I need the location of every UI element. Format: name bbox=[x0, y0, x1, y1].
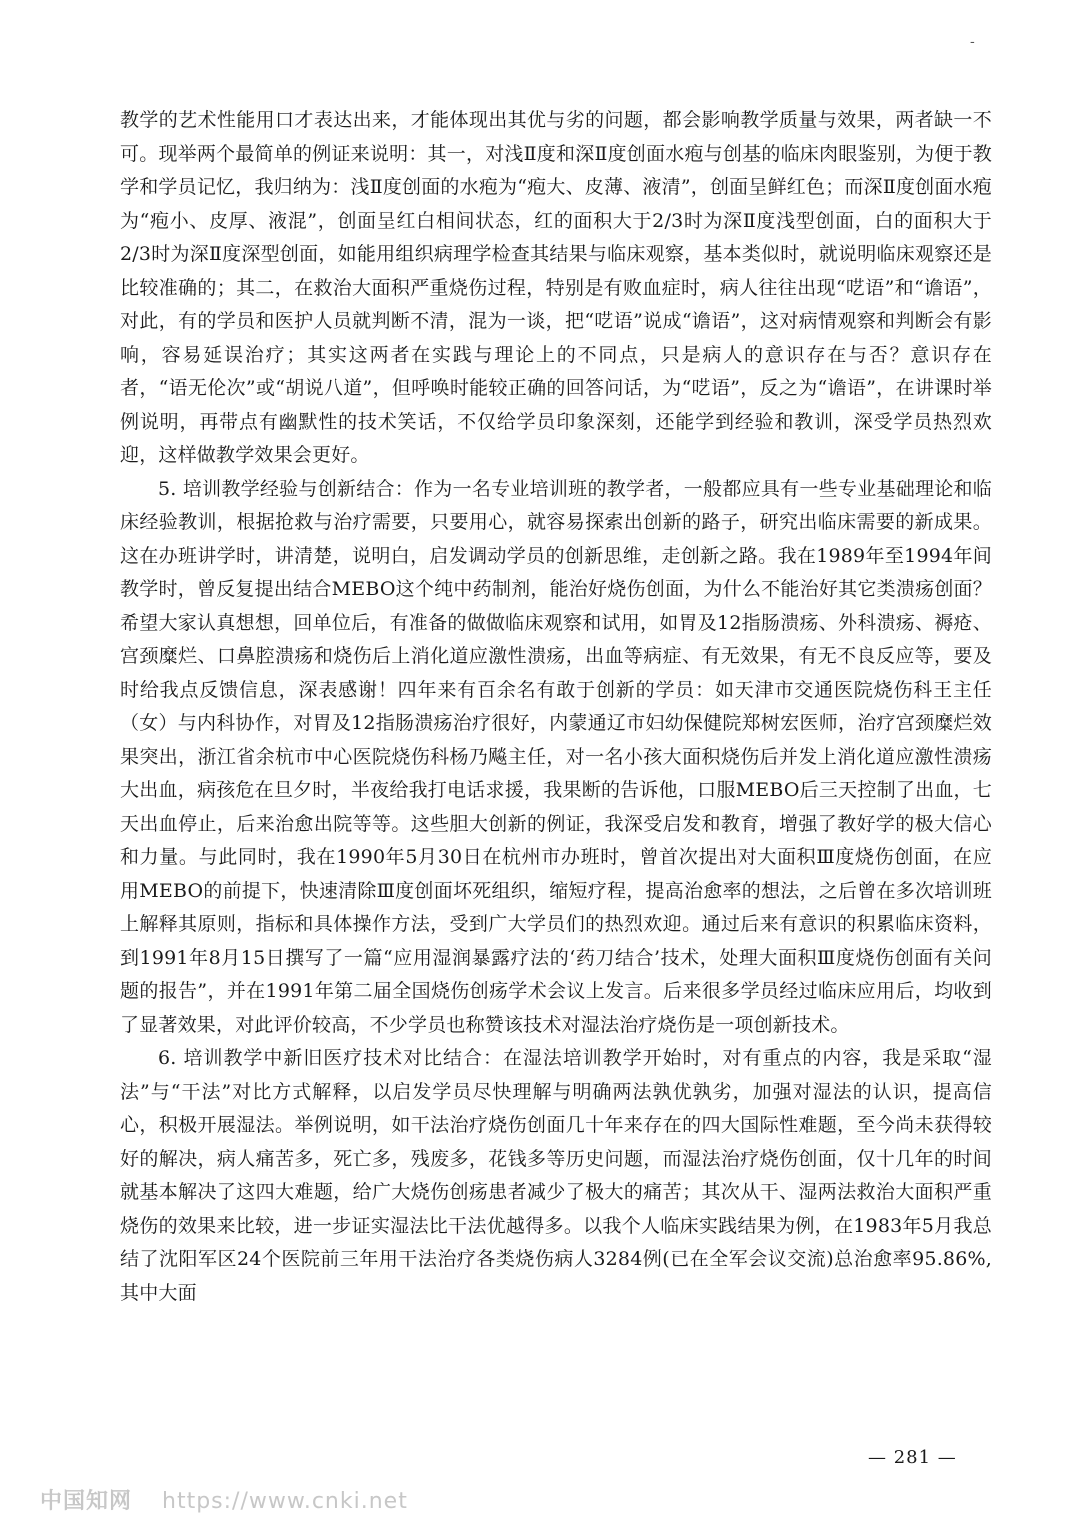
page-number: — 281 — bbox=[868, 1447, 957, 1468]
paragraph-1: 教学的艺术性能用口才表达出来，才能体现出其优与劣的问题，都会影响教学质量与效果，两者缺一不可。现举两个最简单的例证来说明：其一，对浅Ⅱ度和深Ⅱ度创面水疱与创基的临床肉眼鉴别，为便于教学和学员记忆，我归纳为：浅Ⅱ度创面的水疱为“疱大、皮薄、液清”，创面呈鲜红色；而深Ⅱ度创面水疱为“疱小、皮厚、液混”，创面呈红白相间状态，红的面积大于2/3时为深Ⅱ度浅型创面，白的面积大于2/3时为深Ⅱ度深型创面，如能用组织病理学检查其结果与临床观察，基本类似时，就说明临床观察还是比较准确的；其二，在救治大面积严重烧伤过程，特别是有败血症时，病人往往出现“呓语”和“谵语”，对此，有的学员和医护人员就判断不清，混为一谈，把“呓语”说成“谵语”，这对病情观察和判断会有影响，容易延误治疗；其实这两者在实践与理论上的不同点，只是病人的意识存在与否？意识存在者，“语无伦次”或“胡说八道”，但呼唤时能较正确的回答问话，为“呓语”，反之为“谵语”，在讲课时举例说明，再带点有幽默性的技术笑话，不仅给学员印象深刻，还能学到经验和教训，深受学员热烈欢迎，这样做教学效果会更好。 bbox=[120, 109, 992, 466]
paragraph-3: 6. 培训教学中新旧医疗技术对比结合：在湿法培训教学开始时，对有重点的内容，我是采取“湿法”与“干法”对比方式解释，以启发学员尽快理解与明确两法孰优孰劣，加强对湿法的认识，提高信心，积极开展湿法。举例说明，如干法治疗烧伤创面几十年来存在的四大国际性难题，至今尚未获得较好的解决，病人痛苦多，死亡多，残废多，花钱多等历史问题，而湿法治疗烧伤创面，仅十几年的时间就基本解决了这四大难题，给广大烧伤创疡患者减少了极大的痛苦；其次从干、湿两法救治大面积严重烧伤的效果来比较，进一步证实湿法比干法优越得多。以我个人临床实践结果为例，在1983年5月我总结了沈阳军区24个医院前三年用干法治疗各类烧伤病人3284例(已在全军会议交流)总治愈率95.86%,其中大面 bbox=[120, 1047, 992, 1304]
cnki-logo-text: 中国知网 bbox=[40, 1489, 133, 1514]
article-body bbox=[120, 104, 992, 1310]
cnki-url[interactable]: https://www.cnki.net bbox=[162, 1489, 408, 1514]
header-mark: - bbox=[970, 34, 975, 50]
cnki-watermark bbox=[40, 1484, 408, 1515]
paragraph-2: 5. 培训教学经验与创新结合：作为一名专业培训班的教学者，一般都应具有一些专业基础理论和临床经验教训，根据抢救与治疗需要，只要用心，就容易探索出创新的路子，研究出临床需要的新成果。这在办班讲学时，讲清楚，说明白，启发调动学员的创新思维，走创新之路。我在1989年至1994年间教学时，曾反复提出结合MEBO这个纯中药制剂，能治好烧伤创面，为什么不能治好其它类溃疡创面？希望大家认真想想，回单位后，有准备的做做临床观察和试用，如胃及12指肠溃疡、外科溃疡、褥疮、宫颈糜烂、口鼻腔溃疡和烧伤后上消化道应激性溃疡，出血等病症、有无效果，有无不良反应等，要及时给我点反馈信息，深表感谢！四年来有百余名有敢于创新的学员：如天津市交通医院烧伤科王主任（女）与内科协作，对胃及12指肠溃疡治疗很好，内蒙通辽市妇幼保健院郑树宏医师，治疗宫颈糜烂效果突出，浙江省余杭市中心医院烧伤科杨乃飚主任，对一名小孩大面积烧伤后并发上消化道应激性溃疡大出血，病孩危在旦夕时，半夜给我打电话求援，我果断的告诉他，口服MEBO后三天控制了出血，七天出血停止，后来治愈出院等等。这些胆大创新的例证，我深受启发和教育，增强了教好学的极大信心和力量。与此同时，我在1990年5月30日在杭州市办班时，曾首次提出对大面积Ⅲ度烧伤创面，在应用MEBO的前提下，快速清除Ⅲ度创面坏死组织，缩短疗程，提高治愈率的想法，之后曾在多次培训班上解释其原则，指标和具体操作方法，受到广大学员们的热烈欢迎。通过后来有意识的积累临床资料，到1991年8月15日撰写了一篇“应用湿润暴露疗法的‘药刀结合’技术，处理大面积Ⅲ度烧伤创面有关问题的报告”，并在1991年第二届全国烧伤创疡学术会议上发言。后来很多学员经过临床应用后，均收到了显著效果，对此评价较高，不少学员也称赞该技术对湿法治疗烧伤是一项创新技术。 bbox=[120, 477, 992, 1036]
